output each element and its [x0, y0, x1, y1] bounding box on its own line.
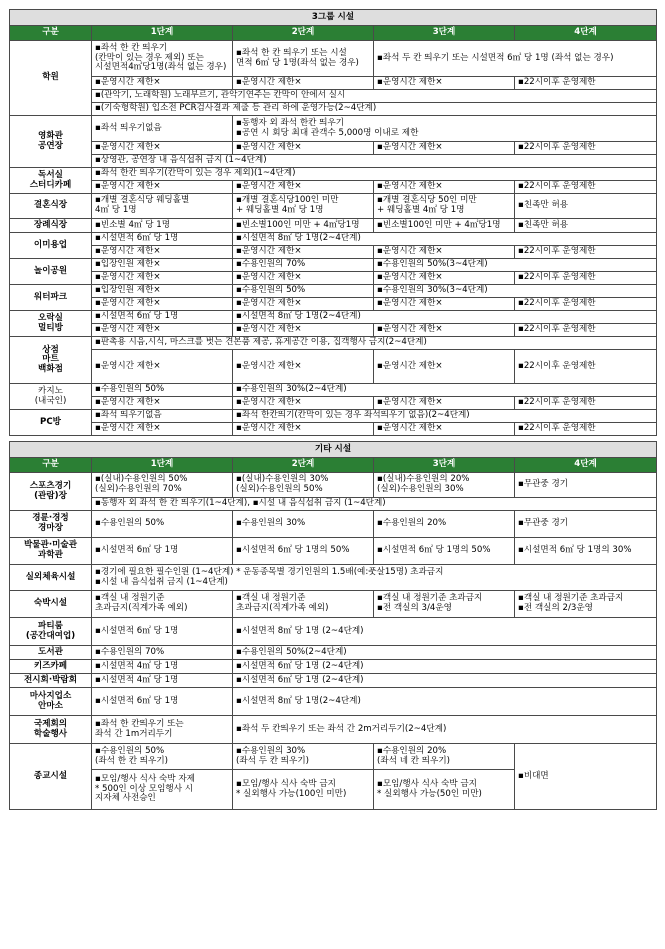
column-header: 4단계	[515, 458, 657, 473]
rule-cell: ▪시설면적 6㎡ 당 1명	[92, 688, 233, 716]
rule-cell: ▪시설면적 6㎡ 당 1명의 50%	[233, 538, 374, 565]
rule-cell: ▪친족만 허용	[515, 194, 657, 219]
rule-cell: ▪운영시간 제한×	[92, 298, 233, 311]
rule-cell: ▪수용인원의 70%	[92, 646, 233, 660]
rule-cell: ▪운영시간 제한×	[92, 77, 233, 90]
rule-cell: ▪좌석 두 칸 띄우기 또는 시설면적 6㎡ 당 1명 (좌석 없는 경우)	[374, 41, 657, 77]
rule-cell: ▪(관악기, 노래학원) 노래부르기, 관악기연주는 칸막이 안에서 실시	[92, 90, 657, 103]
table-row	[10, 337, 657, 350]
rule-cell: ▪수용인원의 30% (좌석 두 칸 띄우기)	[233, 744, 374, 770]
rule-cell: ▪무관중 경기	[515, 511, 657, 538]
rule-cell: ▪시설면적 6㎡ 당 1명 (2~4단계)	[233, 660, 657, 674]
table-row	[10, 511, 657, 538]
category-cell: 숙박시설	[10, 591, 92, 618]
rule-cell: ▪수용인원의 50%	[233, 285, 374, 298]
table-row	[10, 498, 657, 511]
table-row	[10, 591, 657, 618]
column-header-row	[10, 26, 657, 41]
rule-cell: ▪좌석 한칸 띄우기(칸막이 있는 경우 제외)(1~4단계)	[92, 168, 657, 181]
rule-cell: ▪수용인원의 20% (좌석 네 칸 띄우기)	[374, 744, 515, 770]
rule-cell: ▪시설면적 8㎡ 당 1명(2~4단계)	[233, 688, 657, 716]
rule-cell: ▪시설면적 6㎡ 당 1명의 30%	[515, 538, 657, 565]
rule-cell: ▪22시이후 운영제한	[515, 298, 657, 311]
rule-cell: ▪수용인원의 50%(2~4단계)	[233, 646, 657, 660]
rule-cell: ▪시설면적 6㎡ 당 1명	[92, 618, 233, 646]
category-cell: 워터파크	[10, 285, 92, 311]
rule-cell: ▪운영시간 제한×	[233, 397, 374, 410]
table-row	[10, 397, 657, 410]
table-row	[10, 77, 657, 90]
rule-cell: ▪운영시간 제한×	[92, 324, 233, 337]
table-row	[10, 716, 657, 744]
table-row	[10, 233, 657, 246]
rule-cell: ▪비대면	[515, 744, 657, 810]
rule-cell: ▪무관중 경기	[515, 473, 657, 498]
rule-cell: ▪운영시간 제한×	[374, 350, 515, 384]
rule-cell: ▪22시이후 운영제한	[515, 350, 657, 384]
rule-cell: ▪수용인원의 50%	[92, 511, 233, 538]
table-row	[10, 350, 657, 384]
rule-cell: ▪객실 내 정원기준 초과금지(직계가족 예외)	[233, 591, 374, 618]
category-cell: 독서실 스터디카페	[10, 168, 92, 194]
table-row	[10, 259, 657, 272]
category-cell: 놀이공원	[10, 259, 92, 285]
column-header: 구분	[10, 26, 92, 41]
rule-cell: ▪모임/행사 식사 숙박 금지 * 실외행사 가능(50인 미만)	[374, 770, 515, 810]
table-row	[10, 423, 657, 436]
rule-cell: ▪운영시간 제한×	[233, 272, 374, 285]
table-row	[10, 660, 657, 674]
rule-cell: ▪운영시간 제한×	[233, 298, 374, 311]
category-cell: 카지노 (내국인)	[10, 384, 92, 410]
table-row	[10, 384, 657, 397]
rule-cell: ▪수용인원의 30%	[233, 511, 374, 538]
rule-cell: ▪운영시간 제한×	[92, 397, 233, 410]
rule-cell: ▪(기숙형학원) 입소전 PCR검사결과 제출 등 관리 하에 운영가능(2~4단계)	[92, 103, 657, 116]
rule-cell: ▪객실 내 정원기준 초과금지 ▪전 객실의 2/3운영	[515, 591, 657, 618]
table-row	[10, 324, 657, 337]
section-title: 3그룹 시설	[10, 10, 657, 26]
table-row	[10, 90, 657, 103]
table-row	[10, 618, 657, 646]
column-header: 1단계	[92, 458, 233, 473]
rule-cell: ▪입장인원 제한×	[92, 259, 233, 272]
rule-cell: ▪수용인원의 30%(3~4단계)	[374, 285, 657, 298]
rule-cell: ▪운영시간 제한×	[92, 272, 233, 285]
rule-cell: ▪운영시간 제한×	[92, 142, 233, 155]
rule-cell: ▪수용인원의 50% (좌석 한 칸 띄우기)	[92, 744, 233, 770]
column-header: 1단계	[92, 26, 233, 41]
category-cell: 도서관	[10, 646, 92, 660]
rule-cell: ▪개별 결혼식당 50인 미만 + 웨딩홀별 4㎡ 당 1명	[374, 194, 515, 219]
category-cell: 국제회의 학술행사	[10, 716, 92, 744]
table-row	[10, 744, 657, 770]
rule-cell: ▪좌석 두 칸띄우기 또는 좌석 간 2m거리두기(2~4단계)	[233, 716, 657, 744]
table-row	[10, 272, 657, 285]
rule-cell: ▪운영시간 제한×	[233, 246, 374, 259]
rule-cell: ▪시설면적 8㎡ 당 1명(2~4단계)	[233, 311, 657, 324]
rule-cell: ▪운영시간 제한×	[374, 181, 515, 194]
rule-cell: ▪좌석 한 칸 띄우기 (칸막이 있는 경우 제외) 또는 시설면적4㎡당1명(좌석 없는 경우)	[92, 41, 233, 77]
category-cell: 경륜·경정 경마장	[10, 511, 92, 538]
column-header-row	[10, 458, 657, 473]
rule-cell: ▪시설면적 6㎡ 당 1명의 50%	[374, 538, 515, 565]
rule-cell: ▪운영시간 제한×	[233, 77, 374, 90]
rule-cell: ▪동행자 외 좌석 한칸 띄우기 ▪공연 시 회당 최대 관객수 5,000명 이내로 제한	[233, 116, 657, 142]
rule-cell: ▪운영시간 제한×	[92, 350, 233, 384]
table-row	[10, 246, 657, 259]
section-title-row	[10, 10, 657, 26]
category-cell: 종교시설	[10, 744, 92, 810]
facility-rules-table	[9, 9, 657, 810]
table-row	[10, 142, 657, 155]
rule-cell: ▪운영시간 제한×	[374, 324, 515, 337]
section-title: 기타 시설	[10, 442, 657, 458]
rule-cell: ▪22시이후 운영제한	[515, 181, 657, 194]
rule-cell: ▪시설면적 6㎡ 당 1명	[92, 233, 233, 246]
column-header: 구분	[10, 458, 92, 473]
rule-cell: ▪22시이후 운영제한	[515, 324, 657, 337]
column-header: 3단계	[374, 458, 515, 473]
rule-cell: ▪판촉용 시음,시식, 마스크를 벗는 견본품 제공, 휴게공간 이용, 집객행사 금지(2~4단계)	[92, 337, 657, 350]
rule-cell: ▪운영시간 제한×	[233, 181, 374, 194]
category-cell: 상점 마트 백화점	[10, 337, 92, 384]
rule-cell: ▪운영시간 제한×	[92, 246, 233, 259]
rule-cell: ▪운영시간 제한×	[374, 397, 515, 410]
rule-cell: ▪동행자 외 좌석 한 칸 띄우기(1~4단계), ▪시설 내 음식섭취 금지 (1~4단계)	[92, 498, 657, 511]
rule-cell: ▪입장인원 제한×	[92, 285, 233, 298]
rule-cell: ▪운영시간 제한×	[374, 423, 515, 436]
rule-cell: ▪좌석 띄우기없음	[92, 410, 233, 423]
category-cell: 영화관 공연장	[10, 116, 92, 168]
table-row	[10, 219, 657, 233]
rule-cell: ▪시설면적 6㎡ 당 1명	[92, 538, 233, 565]
rule-cell: ▪모임/행사 식사 숙박 자제 * 500인 이상 모임행사 시 지자체 사전승인	[92, 770, 233, 810]
rule-cell: ▪좌석 한 칸띄우기 또는 좌석 간 1m거리두기	[92, 716, 233, 744]
table-row	[10, 688, 657, 716]
table-row	[10, 116, 657, 142]
section-title-row	[10, 442, 657, 458]
table-row	[10, 285, 657, 298]
category-cell: 이미용업	[10, 233, 92, 259]
rule-cell: ▪수용인원의 70%	[233, 259, 374, 272]
rule-cell: ▪22시이후 운영제한	[515, 142, 657, 155]
rule-cell: ▪운영시간 제한×	[92, 423, 233, 436]
category-cell: 학원	[10, 41, 92, 116]
table-row	[10, 168, 657, 181]
rule-cell: ▪빈소별100인 미만 + 4㎡당1명	[374, 219, 515, 233]
rule-cell: ▪시설면적 8㎡ 당 1명 (2~4단계)	[233, 618, 657, 646]
rule-cell: ▪객실 내 정원기준 초과금지(직계가족 예외)	[92, 591, 233, 618]
rule-cell: ▪운영시간 제한×	[92, 181, 233, 194]
table-row	[10, 155, 657, 168]
rule-cell: ▪친족만 허용	[515, 219, 657, 233]
table-row	[10, 473, 657, 498]
rule-cell: ▪빈소별 4㎡ 당 1명	[92, 219, 233, 233]
rule-cell: ▪수용인원의 30%(2~4단계)	[233, 384, 657, 397]
category-cell: 마사지업소 안마소	[10, 688, 92, 716]
category-cell: 박물관·미술관 과학관	[10, 538, 92, 565]
rule-cell: ▪좌석 띄우기없음	[92, 116, 233, 142]
column-header: 2단계	[233, 26, 374, 41]
table-row	[10, 181, 657, 194]
table-row	[10, 41, 657, 77]
rule-cell: ▪시설면적 4㎡ 당 1명	[92, 674, 233, 688]
rule-cell: ▪운영시간 제한×	[233, 142, 374, 155]
table-row	[10, 565, 657, 591]
rule-cell: ▪운영시간 제한×	[374, 298, 515, 311]
rule-cell: ▪운영시간 제한×	[374, 142, 515, 155]
rule-cell: ▪빈소별100인 미만 + 4㎡당1명	[233, 219, 374, 233]
rule-cell: ▪시설면적 4㎡ 당 1명	[92, 660, 233, 674]
rule-cell: ▪운영시간 제한×	[374, 246, 515, 259]
rule-cell: ▪운영시간 제한×	[233, 324, 374, 337]
rule-cell: ▪운영시간 제한×	[374, 77, 515, 90]
table-row	[10, 103, 657, 116]
table-row	[10, 538, 657, 565]
rule-cell: ▪개별 결혼식당100인 미만 + 웨딩홀별 4㎡ 당 1명	[233, 194, 374, 219]
column-header: 3단계	[374, 26, 515, 41]
rule-cell: ▪22시이후 운영제한	[515, 272, 657, 285]
category-cell: 실외체육시설	[10, 565, 92, 591]
rule-cell: ▪수용인원의 20%	[374, 511, 515, 538]
column-header: 2단계	[233, 458, 374, 473]
rule-cell: ▪운영시간 제한×	[374, 272, 515, 285]
rule-cell: ▪22시이후 운영제한	[515, 246, 657, 259]
table-row	[10, 298, 657, 311]
category-cell: 결혼식장	[10, 194, 92, 219]
category-cell: 전시회·박람회	[10, 674, 92, 688]
rule-cell: ▪22시이후 운영제한	[515, 423, 657, 436]
table-row	[10, 646, 657, 660]
category-cell: 파티룸 (공간대여업)	[10, 618, 92, 646]
rule-cell: ▪경기에 필요한 필수인원 (1~4단계) * 운동종목별 경기인원의 1.5배(예:풋살15명) 초과금지 ▪시설 내 음식섭취 금지 (1~4단계)	[92, 565, 657, 591]
rule-cell: ▪수용인원의 50%(3~4단계)	[374, 259, 657, 272]
rule-cell: ▪운영시간 제한×	[233, 423, 374, 436]
rule-cell: ▪(실내)수용인원의 50% (실외)수용인원의 70%	[92, 473, 233, 498]
rule-cell: ▪좌석 한 칸 띄우기 또는 시설 면적 6㎡ 당 1명(좌석 없는 경우)	[233, 41, 374, 77]
rule-cell: ▪수용인원의 50%	[92, 384, 233, 397]
rule-cell: ▪좌석 한칸띄기(칸막이 있는 경우 좌석띄우기 없음)(2~4단계)	[233, 410, 657, 423]
rule-cell: ▪운영시간 제한×	[233, 350, 374, 384]
category-cell: 장례식장	[10, 219, 92, 233]
rule-cell: ▪상영관, 공연장 내 음식섭취 금지 (1~4단계)	[92, 155, 657, 168]
table-row	[10, 410, 657, 423]
rule-cell: ▪22시이후 운영제한	[515, 397, 657, 410]
category-cell: PC방	[10, 410, 92, 436]
column-header: 4단계	[515, 26, 657, 41]
rule-cell: ▪객실 내 정원기준 초과금지 ▪전 객실의 3/4운영	[374, 591, 515, 618]
rule-cell: ▪시설면적 8㎡ 당 1명(2~4단계)	[233, 233, 657, 246]
regulation-document	[9, 9, 656, 810]
category-cell: 오락실 멀티방	[10, 311, 92, 337]
rule-cell: ▪(실내)수용인원의 20% (실외)수용인원의 30%	[374, 473, 515, 498]
table-row	[10, 674, 657, 688]
rule-cell: ▪시설면적 6㎡ 당 1명 (2~4단계)	[233, 674, 657, 688]
table-row	[10, 194, 657, 219]
category-cell: 스포츠경기 (관람)장	[10, 473, 92, 511]
table-row	[10, 311, 657, 324]
rule-cell: ▪개별 결혼식당 웨딩홀별 4㎡ 당 1명	[92, 194, 233, 219]
category-cell: 키즈카페	[10, 660, 92, 674]
rule-cell: ▪시설면적 6㎡ 당 1명	[92, 311, 233, 324]
rule-cell: ▪(실내)수용인원의 30% (실외)수용인원의 50%	[233, 473, 374, 498]
rule-cell: ▪22시이후 운영제한	[515, 77, 657, 90]
rule-cell: ▪모임/행사 식사 숙박 금지 * 실외행사 가능(100인 미만)	[233, 770, 374, 810]
